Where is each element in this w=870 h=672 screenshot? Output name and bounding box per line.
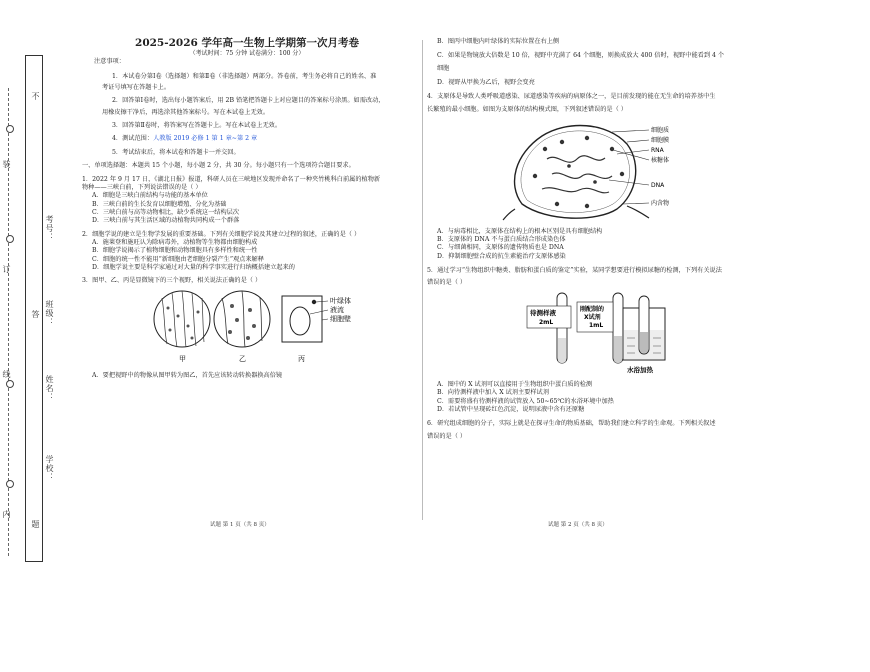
notice-line: 5．考试结束后，将本试卷和答题卡一并交回。 xyxy=(112,148,240,156)
option: D．抑制细胞壁合成的抗生素能治疗支原体感染 xyxy=(437,252,566,260)
callout-label: 叶绿体 xyxy=(330,296,351,305)
question-stem: 物种——三峡白前，下列说法错误的是（ ） xyxy=(82,183,202,191)
page-footer: 试题 第 2 页（共 8 页） xyxy=(548,522,608,528)
tube-label: 1mL xyxy=(589,321,604,329)
option: D．若试管中呈现砖红色沉淀，说明尿液中含有还原糖 xyxy=(437,406,585,414)
question-stem: 2．细胞学说的建立是生物学发展的重要基础。下列有关细胞学说及其建立过程的叙述，正确的是（ ） xyxy=(82,230,361,238)
option: A．与病毒相比，支原体在结构上的根本区别是具有细胞结构 xyxy=(437,227,603,235)
view-yi xyxy=(214,291,270,363)
tube-label: X试剂 xyxy=(584,313,601,321)
page-left xyxy=(82,36,412,381)
question-stem: 长繁殖的最小细胞。如图为支原体的结构模式图，下列叙述错误的是（ ） xyxy=(427,105,627,113)
binding-mark: 内 xyxy=(2,510,11,519)
question-stem: 3．图甲、乙、丙是显微镜下的三个视野，相关说法正确的是（ ） xyxy=(82,277,262,285)
binding-hole xyxy=(6,480,14,488)
callout-label: 细胞质 xyxy=(651,127,670,135)
callout-label: RNA xyxy=(651,147,664,155)
tube-label: 水浴加热 xyxy=(627,365,653,374)
binding-bar xyxy=(25,55,43,562)
option: B．细胞学说揭示了植物细胞和动物细胞具有多样性和统一性 xyxy=(92,247,258,255)
exam-title: 2025-2026 学年高一生物上学期第一次月考卷 xyxy=(135,37,359,49)
option: 细胞 xyxy=(437,64,450,72)
option: A．图中的 X 试剂可以直接用于生物组织中蛋白质的检测 xyxy=(437,381,593,389)
notice-line: 考证号填写在答题卡上。 xyxy=(102,83,171,91)
tube-label: 待测样液 xyxy=(530,308,556,317)
view-bing xyxy=(282,296,351,363)
callout-label: DNA xyxy=(651,182,665,190)
figure-label: 丙 xyxy=(298,354,305,363)
test-tube-figure xyxy=(427,288,765,376)
option: A．细胞是三峡白前结构与功能的基本单位 xyxy=(92,192,208,200)
binding-mark: 不 xyxy=(31,92,40,101)
exam-number-label: 考号： xyxy=(45,215,54,242)
microscope-figure xyxy=(82,286,412,366)
option: C．细胞的统一性不能用“新细胞由老细胞分裂产生”观点来解释 xyxy=(92,255,264,263)
option: D．视野从甲换为乙后，视野会变亮 xyxy=(437,79,535,87)
notice-prefix: 4．测试范围： xyxy=(112,135,154,143)
notice-line: 2．回答第Ⅰ卷时，选出每小题答案后，用 2B 铅笔把答题卡上对应题目的答案标号涂黑。如需改动， xyxy=(112,97,385,105)
school-label: 学校： xyxy=(45,455,54,482)
option: B．支原体的 DNA 不与蛋白质结合形成染色体 xyxy=(437,235,566,243)
option: B．向待测样液中加入 X 试剂主要样试剂 xyxy=(437,389,549,397)
callout-label: 细胞壁 xyxy=(330,314,351,323)
name-label: 姓名： xyxy=(45,375,54,402)
option: C．三峡白前与高等动物相比，缺少系统这一结构层次 xyxy=(92,208,240,216)
section-heading: 一、单项选择题：本题共 15 个小题，每小题 2 分，共 30 分。每小题只有一个选项符合题目要求。 xyxy=(82,162,355,170)
notice-line: 3．回答第Ⅱ卷时，将答案写在答题卡上。写在本试卷上无效。 xyxy=(112,122,282,130)
question-stem: 6．研究组成细胞的分子，实际上就是在探寻生命的物质基础，帮助我们建立科学的生命观。下列相关叙述 xyxy=(427,420,716,428)
test-range: 人教版 2019 必修 1 第 1 章~第 2 章 xyxy=(153,135,258,143)
mycoplasma-figure xyxy=(427,114,765,222)
binding-mark: 答 xyxy=(31,310,40,319)
notice-heading: 注意事项： xyxy=(94,58,125,66)
question-stem: 5．通过学习“生物组织中糖类、脂肪和蛋白质的鉴定”实验，某同学想要进行模拟尿糖的检测，下列有关说法 xyxy=(427,266,722,274)
callout-label: 核糖体 xyxy=(651,157,670,165)
binding-mark: 订 xyxy=(2,265,11,274)
figure-label: 乙 xyxy=(239,354,246,363)
callout-label: 内含物 xyxy=(651,200,670,208)
page-divider xyxy=(422,40,423,520)
binding-hole xyxy=(6,125,14,133)
binding-margin xyxy=(0,0,55,672)
class-label: 班级： xyxy=(45,300,54,327)
binding-hole xyxy=(6,235,14,243)
view-jia xyxy=(154,291,210,363)
exam-subtitle: （考试时间：75 分钟 试卷满分：100 分） xyxy=(189,50,305,58)
question-stem: 1．2022 年 9 月 17 日，《湖北日报》报道，科研人员在三峡地区发现并命名了一种夹竹桃科白前属的植物新 xyxy=(82,175,381,183)
binding-mark: 题 xyxy=(31,520,40,529)
callout-label: 细胞膜 xyxy=(651,137,670,145)
binding-mark: 装 xyxy=(2,160,11,169)
option: C．与细菌相同，支原体的遗传物质也是 DNA xyxy=(437,244,564,252)
figure-label: 甲 xyxy=(179,354,186,363)
tube-label: 刚配制的 xyxy=(580,305,605,313)
tube-label: 2mL xyxy=(539,318,554,326)
option: C．如果是物镜放大倍数是 10 倍，视野中充满了 64 个细胞，则换成放大 400 倍时，视野中能看到 4 个 xyxy=(437,52,725,60)
question-stem: 错误的是（ ） xyxy=(427,279,467,287)
notice-line: 1．本试卷分第Ⅰ卷（选择题）和第Ⅱ卷（非选择题）两部分。答卷前，考生务必将自己的姓名、准 xyxy=(112,72,377,80)
question-stem: 错误的是（ ） xyxy=(427,432,467,440)
page-footer: 试题 第 1 页（共 8 页） xyxy=(210,522,270,528)
callout-label: 液流 xyxy=(330,305,344,314)
option: A．施莱登和施旺认为除病毒外，动植物等生物都由细胞构成 xyxy=(92,239,258,247)
option: D．三峡白前与其生活区域的动植物共同构成一个群落 xyxy=(92,217,240,225)
page-right xyxy=(427,38,765,441)
binding-mark: 线 xyxy=(2,370,11,379)
binding-hole xyxy=(6,380,14,388)
notice-line xyxy=(82,135,412,143)
option: B．图丙中细胞内叶绿体的实际位置在右上侧 xyxy=(437,38,560,45)
question-stem: 4．支原体是导致人类呼吸道感染、尿道感染等疾病的病原体之一，是目前发现的能在无生命的培养基中生 xyxy=(427,93,716,101)
notice-line: 用橡皮擦干净后，再选涂其他答案标号。写在本试卷上无效。 xyxy=(102,108,270,116)
option: C．需要将盛有待测样液的试管放入 50~65℃的水浴环境中加热 xyxy=(437,397,614,405)
option: B．三峡白前的生长发育以细胞增殖、分化为基础 xyxy=(92,200,227,208)
option: A．要把视野中的物像从图甲转为图乙，首先应该转动转换器换高倍镜 xyxy=(92,372,283,380)
option: D．细胞学说主要是科学家通过对大量的科学事实进行归纳概括建立起来的 xyxy=(92,264,295,272)
